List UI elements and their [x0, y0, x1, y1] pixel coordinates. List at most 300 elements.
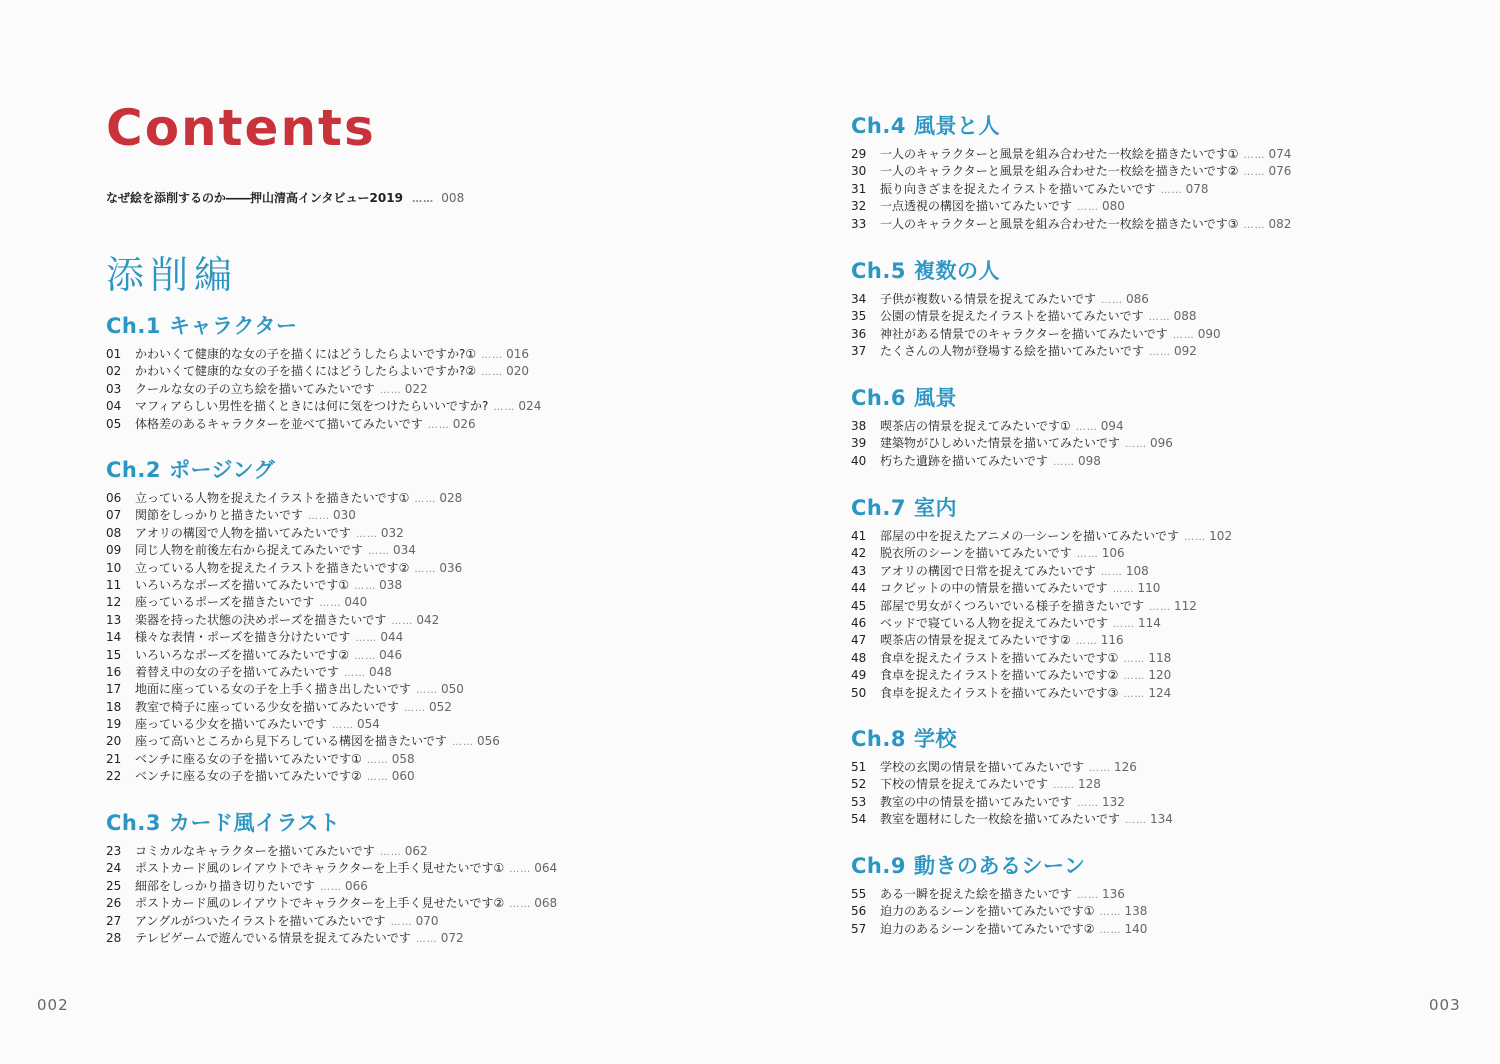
entry-title: 座っているポーズを描きたいです [135, 595, 315, 610]
leader-dots: …… [493, 402, 516, 414]
leader-dots: …… [366, 772, 389, 784]
entry-number: 01 [106, 347, 122, 361]
entry-page: 028 [439, 491, 463, 505]
toc-entry[interactable] [106, 913, 557, 930]
entry-title: いろいろなポーズを描いてみたいです② [135, 647, 350, 662]
toc-entry[interactable] [106, 612, 500, 629]
entry-number: 29 [851, 147, 867, 161]
entry-title: 下校の情景を捉えてみたいです [880, 777, 1049, 792]
entry-page: 064 [534, 861, 558, 876]
entry-number: 39 [851, 436, 867, 451]
entry-title: コクピットの中の情景を描いてみたいです [880, 581, 1108, 596]
toc-entry[interactable] [106, 346, 541, 363]
entry-page: 078 [1185, 181, 1209, 196]
leader-dots: …… [1099, 907, 1122, 919]
leader-dots: …… [379, 847, 402, 858]
entry-title: 公園の情景を捉えたイラストを描いてみたいです [880, 309, 1144, 324]
leader-dots: …… [481, 350, 504, 361]
entry-title: ベンチに座る女の子を描いてみたいです② [135, 769, 362, 784]
chapter-number: Ch.1 [106, 314, 161, 338]
entry-number: 33 [851, 216, 867, 231]
leader-dots: …… [427, 419, 450, 431]
entry-page: 038 [379, 577, 403, 592]
entry-page: 074 [1268, 147, 1292, 161]
entry-page: 124 [1148, 685, 1172, 700]
chapter-heading [851, 852, 1147, 880]
toc-entry[interactable] [851, 615, 1232, 632]
entry-title: 学校の玄関の情景を描いてみたいです [880, 760, 1085, 774]
chapter-number: Ch.7 [851, 496, 906, 520]
leader-dots: …… [319, 598, 342, 610]
toc-entry[interactable] [851, 563, 1232, 580]
chapter-heading [851, 725, 1173, 753]
leader-dots: …… [390, 916, 413, 928]
entry-title: 食卓を捉えたイラストを描いてみたいです③ [880, 685, 1119, 700]
entry-number: 41 [851, 529, 867, 543]
entry-title: 一人のキャラクターと風景を組み合わせた一枚絵を描きたいです③ [880, 216, 1239, 231]
contents-title: Contents [106, 99, 376, 157]
toc-entry[interactable] [851, 903, 1147, 920]
entry-number: 25 [106, 878, 122, 893]
leader-dots: …… [1053, 456, 1076, 468]
chapter-heading [851, 257, 1221, 285]
leader-dots: …… [415, 933, 438, 945]
chapter-entry-list [851, 759, 1173, 829]
entry-number: 14 [106, 630, 122, 645]
toc-entry[interactable] [851, 216, 1291, 233]
leader-dots: …… [452, 737, 475, 749]
leader-dots: …… [1149, 601, 1172, 613]
leader-dots: …… [1076, 549, 1099, 561]
leader-dots: …… [1243, 150, 1266, 161]
entry-title: 様々な表情・ポーズを描き分けたいです [135, 630, 351, 645]
entry-page: 072 [440, 930, 464, 945]
entry-title: 楽器を持った状態の決めポーズを描きたいです [135, 612, 387, 627]
entry-page: 102 [1209, 529, 1233, 543]
leader-dots: …… [1112, 584, 1135, 596]
entry-page: 138 [1124, 904, 1148, 919]
entry-number: 55 [851, 887, 867, 901]
toc-entry[interactable] [851, 326, 1221, 343]
toc-entry[interactable] [851, 528, 1232, 545]
entry-page: 134 [1150, 812, 1173, 827]
toc-entry[interactable] [851, 343, 1221, 360]
leader-dots: …… [332, 720, 355, 732]
leader-dots: …… [1077, 890, 1100, 901]
interview-text: なぜ絵を添削するのか――押山清高インタビュー2019 [106, 191, 403, 205]
entry-number: 36 [851, 326, 867, 341]
entry-number: 21 [106, 751, 122, 766]
entry-page: 126 [1114, 760, 1137, 774]
entry-number: 07 [106, 508, 122, 523]
entry-title: 体格差のあるキャラクターを並べて描いてみたいです [135, 416, 423, 431]
entry-page: 068 [534, 896, 558, 911]
entry-title: 子供が複数いる情景を捉えてみたいです [880, 292, 1097, 306]
entry-number: 35 [851, 309, 867, 324]
entry-page: 116 [1100, 633, 1124, 648]
chapter-7 [851, 494, 1232, 702]
entry-title: 地面に座っている女の子を上手く描き出したいです [135, 682, 412, 697]
chapter-number: Ch.3 [106, 811, 161, 835]
leader-dots: …… [1077, 797, 1100, 809]
chapter-entry-list [851, 291, 1221, 361]
entry-number: 06 [106, 491, 122, 505]
entry-title: マフィアらしい男性を描くときには何に気をつけたらいいですか? [135, 399, 489, 414]
entry-page: 022 [404, 381, 428, 396]
chapter-name: キャラクター [168, 314, 298, 338]
chapter-entry-list [851, 146, 1291, 233]
entry-title: 迫力のあるシーンを描いてみたいです② [880, 921, 1095, 936]
toc-entry[interactable] [106, 560, 500, 577]
entry-page: 076 [1268, 164, 1292, 179]
chapter-entry-list [851, 528, 1232, 702]
toc-entry[interactable] [851, 794, 1173, 811]
toc-entry[interactable] [106, 733, 500, 750]
entry-number: 45 [851, 598, 867, 613]
entry-title: ベンチに座る女の子を描いてみたいです① [135, 751, 362, 766]
entry-title: 着替え中の女の子を描いてみたいです [135, 664, 340, 679]
entry-page: 090 [1197, 326, 1221, 341]
entry-number: 19 [106, 717, 122, 732]
toc-entry[interactable] [106, 843, 557, 860]
entry-title: 座って高いところから見下ろしている構図を描きたいです [135, 734, 448, 749]
toc-entry[interactable] [851, 886, 1147, 903]
chapter-name: 複数の人 [913, 259, 1000, 283]
entry-title: 喫茶店の情景を捉えてみたいです② [880, 633, 1071, 648]
entry-title: 脱衣所のシーンを描いてみたいです [880, 546, 1072, 561]
toc-entry[interactable] [106, 716, 500, 733]
toc-entry[interactable] [106, 416, 541, 433]
leader-dots: …… [1243, 219, 1266, 231]
leader-dots: …… [391, 615, 414, 627]
toc-entry[interactable] [851, 632, 1232, 649]
chapter-heading [851, 494, 1232, 522]
chapter-4 [851, 112, 1291, 233]
entry-title: 建築物がひしめいた情景を描いてみたいです [880, 436, 1121, 451]
entry-title: ポストカード風のレイアウトでキャラクターを上手く見せたいです② [135, 896, 505, 911]
entry-title: 立っている人物を捉えたイラストを描きたいです① [135, 491, 410, 505]
leader-dots: …… [1160, 184, 1183, 196]
chapter-name: 風景と人 [913, 114, 1000, 138]
toc-entry[interactable] [106, 507, 500, 524]
entry-number: 18 [106, 699, 122, 714]
chapter-number: Ch.6 [851, 386, 906, 410]
entry-title: アオリの構図で日常を捉えてみたいです [880, 563, 1096, 578]
toc-entry[interactable] [851, 811, 1173, 828]
entry-title: かわいくて健康的な女の子を描くにはどうしたらよいですか?② [135, 364, 477, 379]
entry-number: 13 [106, 612, 122, 627]
entry-title: 立っている人物を捉えたイラストを描きたいです② [135, 560, 410, 575]
toc-entry[interactable] [106, 525, 500, 542]
entry-number: 09 [106, 543, 122, 558]
toc-entry[interactable] [106, 647, 500, 664]
toc-entry[interactable] [106, 930, 557, 947]
toc-entry[interactable] [106, 629, 500, 646]
toc-entry[interactable] [851, 545, 1232, 562]
leader-dots: …… [1053, 780, 1076, 792]
leader-dots: …… [354, 580, 377, 592]
entry-number: 53 [851, 794, 867, 809]
toc-entry[interactable] [851, 776, 1173, 793]
entry-page: 058 [391, 751, 415, 766]
entry-page: 042 [416, 612, 440, 627]
entry-title: 関節をしっかりと描きたいです [135, 508, 304, 523]
entry-page: 094 [1100, 419, 1124, 433]
entry-number: 44 [851, 581, 867, 596]
entry-page: 032 [380, 525, 404, 540]
toc-entry[interactable] [851, 580, 1232, 597]
leader-dots: …… [1113, 618, 1136, 630]
entry-page: 048 [369, 664, 392, 679]
leader-dots: …… [1101, 295, 1124, 306]
entry-number: 54 [851, 812, 867, 827]
entry-number: 20 [106, 734, 122, 749]
toc-entry[interactable] [851, 453, 1173, 470]
entry-page: 054 [357, 717, 380, 732]
entry-number: 42 [851, 546, 867, 561]
entry-number: 23 [106, 844, 122, 858]
entry-page: 046 [379, 647, 403, 662]
entry-title: 教室の中の情景を描いてみたいです [880, 794, 1073, 809]
toc-entry[interactable] [106, 363, 541, 380]
entry-number: 15 [106, 647, 122, 662]
chapter-heading [106, 456, 500, 484]
entry-number: 32 [851, 199, 867, 214]
toc-entry[interactable] [851, 163, 1291, 180]
leader-dots: …… [414, 494, 437, 505]
toc-entry[interactable] [106, 860, 557, 877]
entry-title: 喫茶店の情景を捉えてみたいです① [880, 419, 1071, 433]
toc-entry[interactable] [106, 542, 500, 559]
entry-page: 016 [506, 347, 530, 361]
toc-entry[interactable] [851, 146, 1291, 163]
leader-dots: …… [509, 899, 532, 911]
toc-entry[interactable] [106, 699, 500, 716]
leader-dots: …… [1123, 653, 1146, 665]
toc-entry[interactable] [106, 878, 557, 895]
chapter-1 [106, 312, 541, 433]
leader-dots: …… [366, 754, 389, 766]
entry-number: 38 [851, 419, 867, 433]
leader-dots: …… [481, 367, 504, 379]
entry-title: クールな女の子の立ち絵を描いてみたいです [135, 381, 375, 396]
entry-number: 43 [851, 563, 867, 578]
toc-entry[interactable] [106, 768, 500, 785]
entry-title: ベッドで寝ている人物を捉えてみたいです [880, 615, 1109, 630]
chapter-heading [851, 384, 1173, 412]
entry-page: 080 [1102, 199, 1125, 214]
leader-dots: …… [379, 384, 402, 396]
section-title: 添削編 [106, 253, 239, 297]
entry-page: 110 [1137, 581, 1161, 596]
leader-dots: …… [354, 650, 377, 662]
entry-number: 04 [106, 399, 122, 414]
entry-number: 34 [851, 292, 867, 306]
entry-number: 46 [851, 615, 867, 630]
leader-dots: …… [320, 881, 343, 893]
toc-entry[interactable] [851, 685, 1232, 702]
entry-number: 02 [106, 364, 122, 379]
toc-entry[interactable] [851, 650, 1232, 667]
chapter-5 [851, 257, 1221, 361]
toc-entry[interactable] [851, 308, 1221, 325]
toc-entry[interactable] [851, 435, 1173, 452]
entry-page: 120 [1148, 668, 1172, 683]
chapter-name: 室内 [913, 496, 957, 520]
chapter-2 [106, 456, 500, 786]
leader-dots: …… [1125, 815, 1148, 827]
entry-number: 56 [851, 904, 867, 919]
leader-dots: …… [1148, 312, 1171, 324]
entry-page: 082 [1268, 216, 1292, 231]
entry-page: 050 [441, 682, 464, 697]
chapter-name: 風景 [913, 386, 957, 410]
chapter-entry-list [106, 346, 541, 433]
toc-entry[interactable] [106, 681, 500, 698]
toc-entry[interactable] [851, 667, 1232, 684]
leader-dots: …… [355, 633, 378, 645]
leader-dots: …… [355, 528, 378, 540]
leader-dots: …… [414, 563, 437, 575]
toc-entry[interactable] [106, 594, 500, 611]
entry-page: 066 [345, 878, 368, 893]
entry-page: 140 [1124, 921, 1148, 936]
leader-dots: …… [404, 702, 427, 714]
entry-title: かわいくて健康的な女の子を描くにはどうしたらよいですか?① [135, 347, 477, 361]
chapter-9 [851, 852, 1147, 938]
chapter-name: カード風イラスト [168, 811, 341, 835]
entry-page: 040 [344, 595, 368, 610]
entry-number: 11 [106, 577, 122, 592]
chapter-entry-list [851, 418, 1173, 470]
entry-title: コミカルなキャラクターを描いてみたいです [135, 844, 375, 858]
leader-dots: …… [344, 667, 367, 679]
chapter-name: 動きのあるシーン [913, 854, 1086, 878]
entry-number: 37 [851, 344, 867, 359]
chapter-entry-list [106, 843, 557, 947]
toc-entry[interactable] [106, 577, 500, 594]
toc-entry[interactable] [106, 381, 541, 398]
leader-dots: …… [416, 685, 439, 697]
toc-entry[interactable] [106, 751, 500, 768]
entry-number: 16 [106, 664, 122, 679]
entry-page: 096 [1150, 436, 1173, 451]
leader-dots: …… [1077, 202, 1100, 214]
entry-number: 05 [106, 416, 122, 431]
toc-entry[interactable] [851, 598, 1232, 615]
entry-number: 28 [106, 930, 122, 945]
leader-dots: …… [308, 511, 331, 523]
entry-title: 部屋で男女がくつろいでいる様子を描きたいです [880, 598, 1145, 613]
interview-entry[interactable] [106, 190, 464, 208]
entry-page: 106 [1101, 546, 1125, 561]
entry-page: 086 [1126, 292, 1149, 306]
entry-title: 一人のキャラクターと風景を組み合わせた一枚絵を描きたいです① [880, 147, 1239, 161]
toc-entry[interactable] [851, 198, 1291, 215]
entry-title: 食卓を捉えたイラストを描いてみたいです② [880, 668, 1119, 683]
entry-page: 060 [391, 769, 415, 784]
chapter-number: Ch.9 [851, 854, 906, 878]
entry-title: ある一瞬を捉えた絵を描きたいです [880, 887, 1073, 901]
entry-page: 088 [1173, 309, 1197, 324]
toc-entry[interactable] [851, 181, 1291, 198]
chapter-entry-list [106, 490, 500, 786]
toc-entry[interactable] [851, 921, 1147, 938]
chapter-number: Ch.2 [106, 458, 161, 482]
entry-title: ポストカード風のレイアウトでキャラクターを上手く見せたいです① [135, 861, 505, 876]
entry-page: 052 [429, 699, 452, 714]
toc-entry[interactable] [851, 291, 1221, 308]
entry-title: 同じ人物を前後左右から捉えてみたいです [135, 543, 364, 558]
toc-entry[interactable] [106, 664, 500, 681]
toc-entry[interactable] [106, 895, 557, 912]
entry-number: 10 [106, 560, 122, 575]
entry-number: 40 [851, 453, 867, 468]
chapter-8 [851, 725, 1173, 829]
leader-dots: …… [1123, 688, 1146, 700]
leader-dots: …… [1125, 439, 1148, 451]
entry-title: いろいろなポーズを描いてみたいです① [135, 577, 350, 592]
entry-number: 51 [851, 760, 867, 774]
entry-page: 030 [333, 508, 356, 523]
entry-page: 020 [506, 364, 530, 379]
entry-page: 044 [380, 630, 404, 645]
toc-entry[interactable] [851, 418, 1173, 435]
entry-title: 一点透視の構図を描いてみたいです [880, 199, 1073, 214]
entry-title: 座っている少女を描いてみたいです [135, 717, 328, 732]
chapter-name: ポージング [168, 458, 276, 482]
entry-number: 30 [851, 164, 867, 179]
chapter-heading [851, 112, 1291, 140]
leader-dots: …… [1075, 636, 1098, 648]
toc-entry[interactable] [851, 759, 1173, 776]
leader-dots: …… [368, 546, 391, 558]
entry-page: 026 [452, 416, 476, 431]
entry-title: 部屋の中を捉えたアニメの一シーンを描いてみたいです [880, 529, 1180, 543]
entry-page: 024 [518, 399, 542, 414]
entry-number: 17 [106, 682, 122, 697]
entry-number: 24 [106, 861, 122, 876]
leader-dots: …… [1123, 671, 1146, 683]
entry-page: 070 [415, 913, 439, 928]
chapter-6 [851, 384, 1173, 470]
entry-number: 52 [851, 777, 867, 792]
entry-page: 108 [1125, 563, 1149, 578]
entry-title: 一人のキャラクターと風景を組み合わせた一枚絵を描きたいです② [880, 164, 1239, 179]
chapter-entry-list [851, 886, 1147, 938]
entry-title: 細部をしっかり描き切りたいです [135, 878, 316, 893]
chapter-number: Ch.8 [851, 727, 906, 751]
entry-title: たくさんの人物が登場する絵を描いてみたいです [880, 344, 1145, 359]
entry-title: アングルがついたイラストを描いてみたいです [135, 913, 386, 928]
leader-dots: …… [1149, 347, 1172, 359]
entry-number: 26 [106, 896, 122, 911]
entry-number: 12 [106, 595, 122, 610]
leader-dots: …… [1172, 329, 1195, 341]
toc-entry[interactable] [106, 398, 541, 415]
entry-page: 132 [1102, 794, 1125, 809]
entry-title: 迫力のあるシーンを描いてみたいです① [880, 904, 1095, 919]
entry-page: 062 [404, 844, 428, 858]
entry-title: 食卓を捉えたイラストを描いてみたいです① [880, 650, 1119, 665]
entry-title: テレビゲームで遊んでいる情景を捉えてみたいです [135, 930, 411, 945]
entry-title: 教室を題材にした一枚絵を描いてみたいです [880, 812, 1121, 827]
toc-entry[interactable] [106, 490, 500, 507]
leader-dots: …… [509, 864, 532, 876]
entry-page: 034 [393, 543, 416, 558]
entry-number: 08 [106, 525, 122, 540]
entry-title: 振り向きざまを捉えたイラストを描いてみたいです [880, 181, 1156, 196]
